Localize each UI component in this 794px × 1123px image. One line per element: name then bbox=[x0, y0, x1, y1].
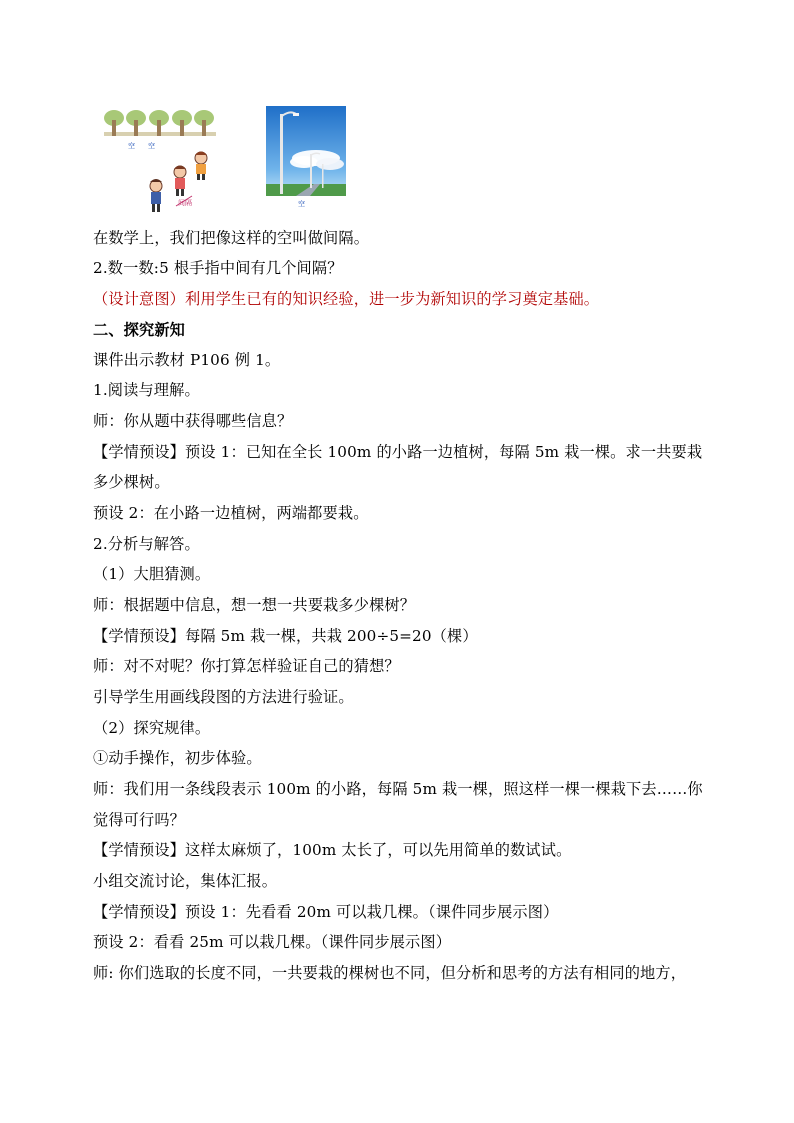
paragraph-line: 觉得可行吗？ bbox=[93, 811, 186, 829]
paragraph-line: 师: 你们选取的长度不同，一共要栽的棵树也不同，但分析和思考的方法有相同的地方， bbox=[93, 964, 687, 982]
paragraph-line: 课件出示教材 P106 例 1。 bbox=[93, 351, 281, 369]
street-lamp-illustration bbox=[266, 106, 346, 210]
paragraph-line: （2）探究规律。 bbox=[93, 719, 211, 737]
paragraph-line: 1.阅读与理解。 bbox=[93, 381, 200, 399]
paragraph-line: 预设 2：在小路一边植树，两端都要栽。 bbox=[93, 504, 369, 522]
paragraph-line: 【学情预设】预设 1：先看看 20m 可以栽几棵。（课件同步展示图） bbox=[93, 903, 559, 921]
interval-label: 间隔 bbox=[178, 199, 192, 207]
paragraph-line: 【学情预设】预设 1：已知在全长 100m 的小路一边植树，每隔 5m 栽一棵。求一共要栽 bbox=[93, 443, 703, 461]
child-icon bbox=[150, 179, 162, 212]
trees-children-illustration bbox=[104, 106, 216, 214]
paragraph-line: 2.数一数:5 根手指中间有几个间隔？ bbox=[93, 259, 343, 277]
paragraph-line: 预设 2：看看 25m 可以栽几棵。（课件同步展示图） bbox=[93, 933, 452, 951]
paragraph-line: 2.分析与解答。 bbox=[93, 535, 200, 553]
paragraph-line: 【学情预设】这样太麻烦了，100m 太长了，可以先用简单的数试试。 bbox=[93, 841, 572, 859]
street-lamp-svg bbox=[266, 106, 346, 210]
section-heading: 二、探究新知 bbox=[93, 321, 186, 339]
paragraph-line: 引导学生用画线段图的方法进行验证。 bbox=[93, 688, 354, 706]
paragraph-line: 师：对不对呢？你打算怎样验证自己的猜想？ bbox=[93, 657, 400, 675]
trees-children-svg bbox=[104, 106, 216, 214]
paragraph-line: 小组交流讨论，集体汇报。 bbox=[93, 872, 278, 890]
paragraph-line: 多少棵树。 bbox=[93, 473, 170, 491]
design-intent-line: （设计意图）利用学生已有的知识经验，进一步为新知识的学习奠定基础。 bbox=[93, 290, 600, 308]
paragraph-line: 师：你从题中获得哪些信息？ bbox=[93, 412, 293, 430]
lamp-gap-label: 空 bbox=[298, 200, 305, 208]
child-icon bbox=[195, 152, 207, 181]
paragraph-line: 【学情预设】每隔 5m 栽一棵，共栽 200÷5=20（棵） bbox=[93, 627, 478, 645]
paragraph-line: ①动手操作，初步体验。 bbox=[93, 749, 262, 767]
trees-gap-label-2: 空 bbox=[148, 142, 155, 150]
child-icon bbox=[174, 166, 186, 197]
lamp-post-icon bbox=[322, 164, 324, 188]
paragraph-line: 师：根据题中信息，想一想一共要栽多少棵树？ bbox=[93, 596, 416, 614]
trees-gap-label-1: 空 bbox=[128, 142, 135, 150]
paragraph-line: （1）大胆猜测。 bbox=[93, 565, 211, 583]
paragraph-line: 师：我们用一条线段表示 100m 的小路，每隔 5m 栽一棵，照这样一棵一棵栽下去……你 bbox=[93, 780, 703, 798]
paragraph-line: 在数学上，我们把像这样的空叫做间隔。 bbox=[93, 229, 370, 247]
